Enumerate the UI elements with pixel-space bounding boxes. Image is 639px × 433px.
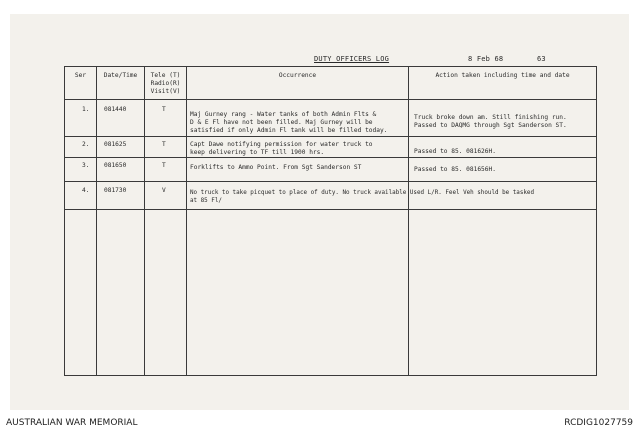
column-divider <box>96 66 97 376</box>
col-header-tele-radio-visit: Tele (T) Radio(R) Visit(V) <box>150 72 181 95</box>
row-1-action: Truck broke down am. Still finishing run. Passed to DAQMG through Sgt Sanderson ST. <box>414 114 567 129</box>
column-divider <box>144 66 145 376</box>
log-date: 8 Feb 68 <box>468 55 504 63</box>
log-title: DUTY OFFICERS LOG <box>314 55 390 63</box>
page-number: 63 <box>537 55 546 63</box>
row-1-type: T <box>162 106 166 113</box>
row-3-time: 081650 <box>104 162 127 169</box>
row-1-time: 081440 <box>104 106 127 113</box>
archive-reference-id: RCDIG1027759 <box>564 418 633 428</box>
row-2-ser: 2. <box>82 141 90 148</box>
row-3-occurrence: Forklifts to Ammo Point. From Sgt Sanderson ST <box>190 164 362 171</box>
row-2-time: 081625 <box>104 141 127 148</box>
column-divider <box>186 66 187 376</box>
archive-credit: AUSTRALIAN WAR MEMORIAL <box>6 418 138 428</box>
row-2-occurrence: Capt Dawe notifying permission for water truck to keep delivering to TF till 1900 hrs. <box>190 141 373 156</box>
row-2-action: Passed to 85. 081626H. <box>414 148 496 155</box>
row-4-type: V <box>162 187 166 194</box>
table-left-border <box>64 66 65 376</box>
row-1-occurrence: Maj Gurney rang - Water tanks of both Admin Flts & D & E Fl have not been filled. Maj Gurney will be satisfied if only Admin Fl tank will be filled today. <box>190 111 388 134</box>
col-header-ser: Ser <box>74 72 87 79</box>
row-1-ser: 1. <box>82 106 90 113</box>
row-4-occurrence: No truck to take picquet to place of duty. No truck available Used L/R. Feel Veh should be tasked at 85 Fl/ <box>190 190 535 204</box>
row-3-type: T <box>162 162 166 169</box>
col-header-date-time: Date/Time <box>103 72 138 79</box>
table-right-border <box>596 66 597 376</box>
row-3-action: Passed to 85. 081656H. <box>414 166 496 173</box>
row-2-type: T <box>162 141 166 148</box>
row-4-time: 081730 <box>104 187 127 194</box>
col-header-occurrence: Occurrence <box>278 72 317 79</box>
row-4-ser: 4. <box>82 187 90 194</box>
row-3-ser: 3. <box>82 162 90 169</box>
col-header-action: Action taken including time and date <box>435 72 570 79</box>
column-divider <box>408 66 409 376</box>
